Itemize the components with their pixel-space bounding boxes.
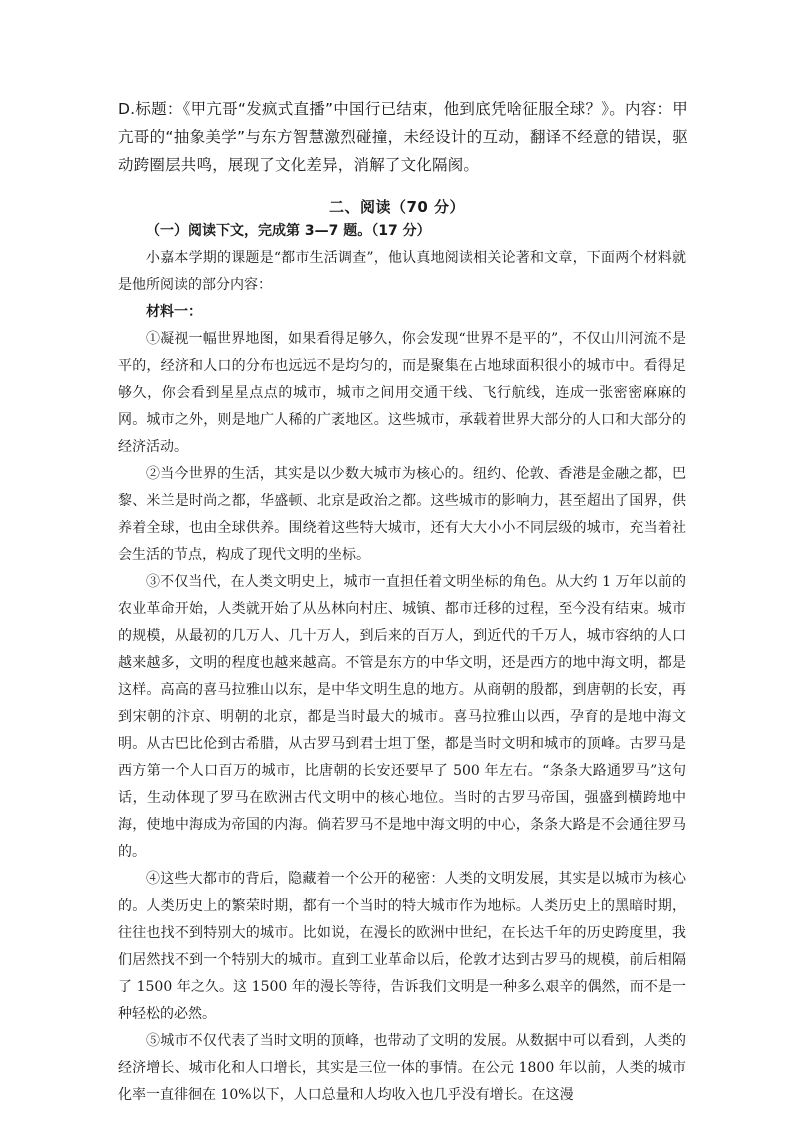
paragraph-1: ①凝视一幅世界地图，如果看得足够久，你会发现“世界不是平的”，不仅山川河流不是平的，经济和人口的分布也远远不是均匀的，而是聚集在占地球面积很小的城市中。看得足够久，你会看到星星点点的城市，城市之间用交通干线、飞行航线，连成一张密密麻麻的网。城市之外，则是地广人稀的广袤地区。这些城市，承载着世界大部分的人口和大部分的经济活动。 xyxy=(118,331,686,455)
paragraph-2: ②当今世界的生活，其实是以少数大城市为核心的。纽约、伦敦、香港是金融之都，巴黎、米兰是时尚之都，华盛顿、北京是政治之都。这些城市的影响力，甚至超出了国界，供养着全球，也由全球供养。围绕着这些特大城市，还有大大小小不同层级的城市，充当着社会生活的节点，构成了现代文明的坐标。 xyxy=(118,466,686,563)
subsection-title: （一）阅读下文，完成第 3—7 题。（17 分） xyxy=(146,223,431,239)
section-title: 二、阅读（70 分） xyxy=(328,198,466,216)
reading-passage xyxy=(118,218,686,1109)
material-label: 材料一： xyxy=(146,304,202,320)
paragraph-5: ⑤城市不仅代表了当时文明的顶峰，也带动了文明的发展。从数据中可以看到，人类的经济增长、城市化和人口增长，其实是三位一体的事情。在公元 1800 年以前，人类的城市化率一直徘徊在 10%以下，人口总量和人均收入也几乎没有增长。在这漫 xyxy=(118,1033,686,1103)
intro-paragraph: 小嘉本学期的课题是“都市生活调查”，他认真地阅读相关论著和文章，下面两个材料就是他所阅读的部分内容： xyxy=(118,250,686,293)
paragraph-4: ④这些大都市的背后，隐藏着一个公开的秘密：人类的文明发展，其实是以城市为核心的。人类历史上的繁荣时期，都有一个当时的特大城市作为地标。人类历史上的黑暗时期，往往也找不到特别大的城市。比如说，在漫长的欧洲中世纪，在长达千年的历史跨度里，我们居然找不到一个特别大的城市。直到工业革命以后，伦敦才达到古罗马的规模，前后相隔了 1500 年之久。这 1500 年的漫长等待，告诉我们文明是一种多么艰辛的偶然，而不是一种轻松的必然。 xyxy=(118,871,686,1022)
answer-option-d: D.标题：《甲亢哥“发疯式直播”中国行已结束，他到底凭啥征服全球？》。内容：甲亢哥的“抽象美学”与东方智慧激烈碰撞，未经设计的互动，翻译不经意的错误，驱动跨圈层共鸣，展现了文化差异，消解了文化隔阂。 xyxy=(118,100,688,174)
paragraph-3: ③不仅当代，在人类文明史上，城市一直担任着文明坐标的角色。从大约 1 万年以前的农业革命开始，人类就开始了从丛林向村庄、城镇、都市迁移的过程，至今没有结束。城市的规模，从最初的几万人、几十万人，到后来的百万人，到近代的千万人，城市容纳的人口越来越多，文明的程度也越来越高。不管是东方的中华文明，还是西方的地中海文明，都是这样。高高的喜马拉雅山以东，是中华文明生息的地方。从商朝的殷都，到唐朝的长安，再到宋朝的汴京、明朝的北京，都是当时最大的城市。喜马拉雅山以西，孕育的是地中海文明。从古巴比伦到古希腊，从古罗马到君士坦丁堡，都是当时文明和城市的顶峰。古罗马是西方第一个人口百万的城市，比唐朝的长安还要早了 500 年左右。“条条大路通罗马”这句话，生动体现了罗马在欧洲古代文明中的核心地位。当时的古罗马帝国，强盛到横跨地中海，使地中海成为帝国的内海。倘若罗马不是地中海文明的中心，条条大路是不会通往罗马的。 xyxy=(118,574,686,860)
